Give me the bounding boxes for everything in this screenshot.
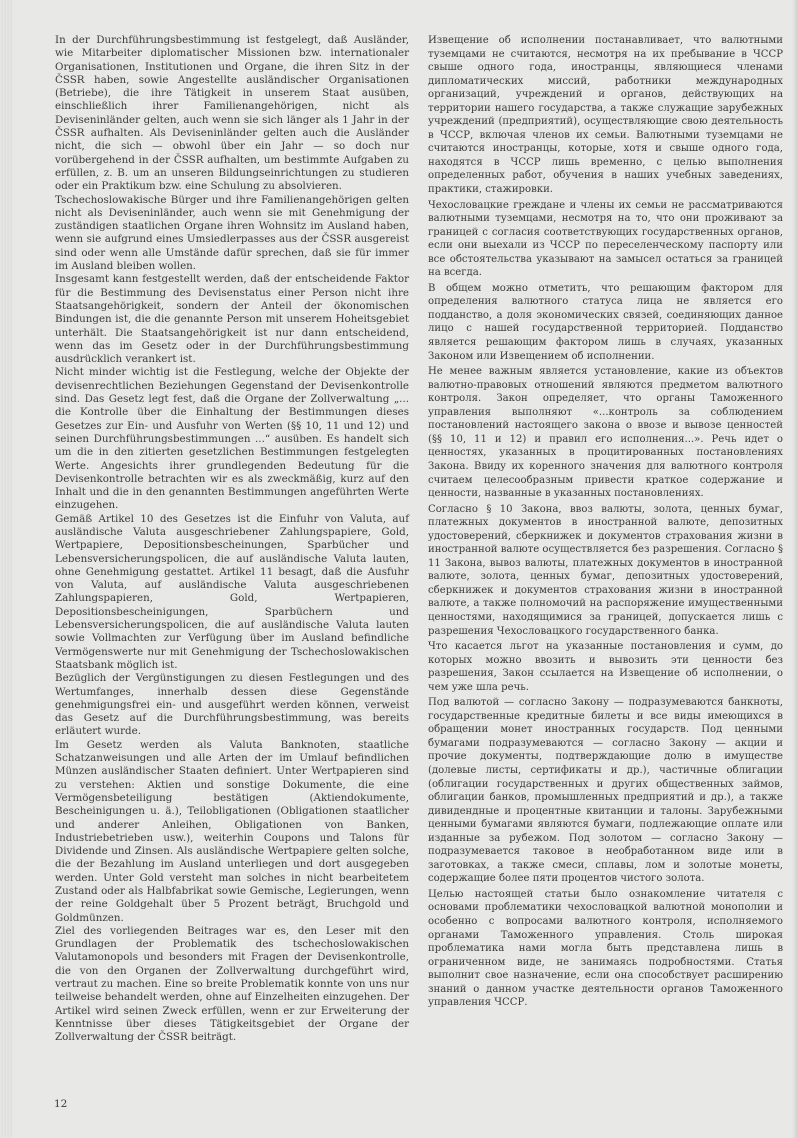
paragraph: Не менее важным является установление, какие из объектов валютно-правовых отношений являются предметом валютного контроля. Закон определяет, что органы Таможенного управления выполняют «...контроль за соблюдением постановлений настоящего закона о ввозе и вывозе ценностей (§§ 10, 11 и 12) и правил его исполнения...». Речь идет о ценностях, указанных в процитированных постановлениях Закона. Ввиду их коренного значения для валютного контроля считаем целесообразным привести краткое содержание и ценности, названные в указанных постановлениях. [428,366,783,500]
paragraph: Извещение об исполнении постанавливает, что валютными туземцами не считаются, несмотря на их пребывание в ЧССР свыше одного года, иностранцы, являющиеся членами дипломатических миссий, работники международных организаций, учреждений и органов, действующих на территории нашего государства, а также служащие зарубежных учреждений (предприятий), осуществляющие свою деятельность в ЧССР, включая членов их семьи. Валютными туземцами не считаются иностранцы, которые, хотя и свыше одного года, находятся в ЧССР лишь временно, с целью выполнения определенных работ, обучения в наших учебных заведениях, практики, стажировки. [428,35,783,196]
paragraph: Под валютой — согласно Закону — подразумеваются банкноты, государственные кредитные билеты и все виды имеющихся в обращении монет иностранных государств. Под ценными бумагами подразумеваются — согласно Закону — акции и прочие документы, подтверждающие долю в имуществе (долевые листы, сертификаты и др.), частичные облигации (облигации государственных и других общественных займов, облигации банков, промышленных предприятий и др.), а также дивидендные и процентные квитанции и талоны. Зарубежными ценными бумагами являются бумаги, подлежающие оплате или изданные за рубежом. Под золотом — согласно Закону — подразумевается таковое в необработанном виде или в заготовках, а также смеси, сплавы, лом и золотые монеты, содержащие более пяти процентов чистого золота. [428,697,783,885]
paragraph: In der Durchführungsbestimmung ist festgelegt, daß Ausländer, wie Mitarbeiter diplomatischer Missionen bzw. internationaler Organisationen, Institutionen und Organe, die ihren Sitz in der ČSSR haben, sowie Angestellte ausländischer Organisationen (Betriebe), die ihre Tätigkeit in unserem Staat ausüben, einschließlich ihrer Familienangehörigen, nicht als Deviseninländer gelten, auch wenn sie sich länger als 1 Jahr in der ČSSR aufhalten. Als Deviseninländer gelten auch die Ausländer nicht, die sich — obwohl über ein Jahr — so doch nur vorübergehend in der ČSSR aufhalten, um bestimmte Aufgaben zu erfüllen, z. B. um an unseren Bildungseinrichtungen zu studieren oder ein Praktikum bzw. eine Schulung zu absolvieren. [55,34,409,193]
paragraph: Ziel des vorliegenden Beitrages war es, den Leser mit den Grundlagen der Problematik des tschechoslowakischen Valutamonopols und besonders mit Fragen der Devisenkontrolle, die von den Organen der Zollverwaltung durchgeführt wird, vertraut zu machen. Eine so breite Problematik konnte von uns nur teilweise behandelt werden, ohne auf Einzelheiten einzugehen. Der Artikel wird seinen Zweck erfüllen, wenn er zur Erweiterung der Kenntnisse über dieses Tätigkeitsgebiet der Organe der Zollverwaltung der ČSSR beiträgt. [55,924,409,1044]
left-column-german [55,34,409,1045]
right-column-russian [428,34,783,1012]
paragraph: Im Gesetz werden als Valuta Banknoten, staatliche Schatzanweisungen und alle Arten der im Umlauf befindlichen Münzen ausländischer Staaten definiert. Unter Wertpapieren sind zu verstehen: Aktien und sonstige Dokumente, die eine Vermögensbeteiligung bestätigen (Aktiendokumente, Bescheinigungen u. ä.), Teilobligationen (Obligationen staatlicher und anderer Anleihen, Obligationen von Banken, Industriebetrieben usw.), weiterhin Coupons und Talons für Dividende und Zinsen. Als ausländische Wertpapiere gelten solche, die der Bezahlung im Ausland unterliegen und dort ausgegeben werden. Unter Gold versteht man solches in nicht bearbeitetem Zustand oder als Halbfabrikat sowie Gemische, Legierungen, wenn der reine Goldgehalt über 5 Prozent beträgt, Bruchgold und Goldmünzen. [55,738,409,924]
page-right-edge [792,0,798,1138]
paragraph: Что касается льгот на указанные постановления и сумм, до которых можно ввозить и вывозить эти ценности без разрешения, Закон ссылается на Извещение об исполнении, о чем уже шла речь. [428,641,783,693]
paragraph: Gemäß Artikel 10 des Gesetzes ist die Einfuhr von Valuta, auf ausländische Valuta ausgeschriebener Zahlungspapiere, Gold, Wertpapiere, Depositionsbescheinungen, Sparbücher und Lebensversicherungspolicen, die auf ausländische Valuta lauten, ohne Genehmigung gestattet. Artikel 11 besagt, daß die Ausfuhr von Valuta, auf ausländische Valuta ausgeschriebenen Zahlungspapieren, Gold, Wertpapieren, Depositionsbescheinigungen, Sparbüchern und Lebensversicherungspolicen, die auf ausländische Valuta lauten sowie Vollmachten zur Verfügung über im Ausland befindliche Vermögenswerte nur mit Genehmigung der Tschechoslowakischen Staatsbank möglich ist. [55,512,409,671]
page-binding-edge [0,0,13,1138]
paragraph: Согласно § 10 Закона, ввоз валюты, золота, ценных бумаг, платежных документов в иностранной валюте, депозитных удостоверений, сберкнижек и документов страхования жизни в иностранной валюте осуществляется без разрешения. Согласно § 11 Закона, вывоз валюты, платежных документов в иностранной валюте, золота, ценных бумаг, депозитных удостоверений, сберкнижек и документов страхования жизни в иностранной валюте, а также полномочий на распоряжение имущественными ценностями, находящимися за границей, допускается лишь с разрешения Чехословацкого государственного банка. [428,503,783,637]
paragraph: Tschechoslowakische Bürger und ihre Familienangehörigen gelten nicht als Deviseninländer, auch wenn sie mit Genehmigung der zuständigen staatlichen Organe ihren Wohnsitz im Ausland haben, wenn sie aufgrund eines Umsiedlerpasses aus der ČSSR ausgereist sind oder wenn alle Umstände dafür sprechen, daß sie für immer im Ausland bleiben wollen. [55,193,409,273]
page-number: 12 [54,1098,68,1110]
paragraph: Bezüglich der Vergünstigungen zu diesen Festlegungen und des Wertumfanges, innerhalb dessen diese Gegenstände genehmigungsfrei ein- und ausgeführt werden können, verweist das Gesetz auf die Durchführungsbestimmung, was bereits erläutert wurde. [55,672,409,738]
paragraph: В общем можно отметить, что решающим фактором для определения валютного статуса лица не является его подданство, а доля экономических связей, соединяющих данное лицо с нашей государственной территорией. Подданство является решающим фактором лишь в случаях, указанных Законом или Извещением об исполнении. [428,282,783,362]
paragraph: Целью настоящей статьи было ознакомление читателя с основами проблематики чехословацкой валютной монополии и особенно с вопросами валютного контроля, исполняемого органами Таможенного управления. Столь широкая проблематика нами могла быть представлена лишь в ограниченном виде, не занимаясь подробностями. Статья выполнит свое назначение, если она способствует расширению знаний о данном участке деятельности органов Таможенного управления ЧССР. [428,888,783,1009]
paragraph: Insgesamt kann festgestellt werden, daß der entscheidende Faktor für die Bestimmung des Devisenstatus einer Person nicht ihre Staatsangehörigkeit, sondern der Anteil der ökonomischen Bindungen ist, die die genannte Person mit unserem Hoheitsgebiet unterhält. Die Staatsangehörigkeit ist nur dann entscheidend, wenn das im Gesetz oder in der Durchführungsbestimmung ausdrücklich verankert ist. [55,273,409,366]
paragraph: Nicht minder wichtig ist die Festlegung, welche der Objekte der devisenrechtlichen Beziehungen Gegenstand der Devisenkontrolle sind. Das Gesetz legt fest, daß die Organe der Zollverwaltung „... die Kontrolle über die Einhaltung der Bestimmungen dieses Gesetzes zur Ein- und Ausfuhr von Werten (§§ 10, 11 und 12) und seinen Durchführungsbestimmungen ...“ ausüben. Es handelt sich um die in den zitierten gesetzlichen Bestimmungen festgelegten Werte. Angesichts ihrer grundlegenden Bedeutung für die Devisenkontrolle betrachten wir es als zweckmäßig, kurz auf den Inhalt und die in den genannten Bestimmungen angeführten Werte einzugehen. [55,366,409,512]
paragraph: Чехословацкие греждане и члены их семьи не рассматриваются валютными туземцами, несмотря на то, что они проживают за границей с согласия соответствующих государственных органов, если они выехали из ЧССР по переселенческому паспорту или все обстоятельства указывают на замысел остаться за границей на всегда. [428,199,783,279]
